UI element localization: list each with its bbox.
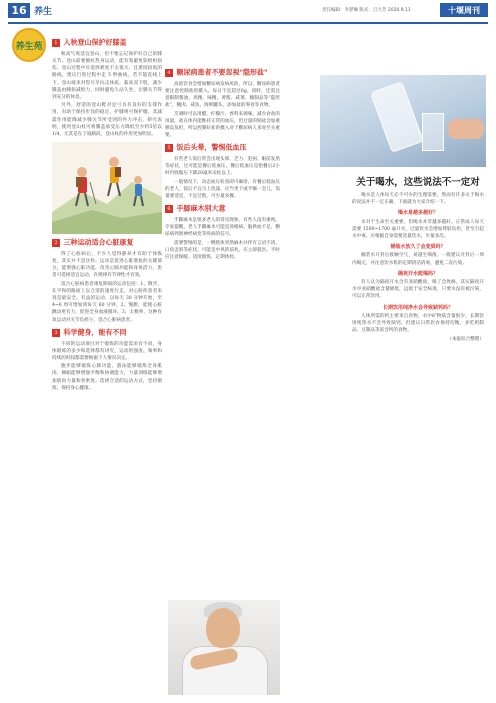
subheading: 桶装水放久了会变质吗？: [390, 244, 446, 251]
column-left: [52, 34, 162, 393]
article-title: 饭后头晕，警惕低血压: [176, 144, 247, 152]
elderly-man-photo: [168, 600, 280, 695]
article-title: 糖尿病患者不要忽视“隐形盐”: [176, 69, 268, 77]
paragraph: 手脚麻木是很多老人的常见现象，有些人没有重视。专家提醒，老人手脚麻木可能是颈椎病、脑供血不足、糖尿病周围神经病变等疾病的信号。: [165, 217, 280, 238]
page-header: [0, 0, 496, 20]
article-header: [52, 39, 162, 48]
section-badge: 养生苑: [12, 28, 46, 62]
subheading: 喝水是越多越好？: [397, 210, 438, 217]
subheading: 隔夜开水能喝吗？: [397, 270, 438, 277]
article-header: [52, 239, 162, 248]
paragraph: 一般情况下，动态血压检查即可确诊。有餐后低血压的老人，饭后不宜马上洗澡，应当坐下或平躺一会儿，饭量要适宜，不宜过饱，可少量多餐。: [165, 179, 280, 200]
paragraph: 有人认为隔夜开水含有亚硝酸盐，喝了会致癌。其实隔夜开水中亚硝酸盐含量极低，远低于安全标准，只要水没有被污染，可以正常饮用。: [352, 280, 484, 300]
paragraph: 水对于生命至关重要，但喝水并非越多越好。正常成人每天需要 1500~1700 毫升水，过量饮水会增加肾脏负担，甚至引起水中毒。应根据自身需要适量饮水，少量多次。: [352, 219, 484, 240]
head-shape: [206, 608, 240, 648]
source-note: （本报综合整理）: [447, 337, 484, 343]
article-title: 手脚麻木别大意: [176, 205, 226, 213]
article-header: [165, 69, 280, 78]
hand-image: [448, 119, 484, 139]
paragraph: 人体所需的钙主要来自食物，水中矿物质含量很少。长期饮用纯净水不会导致缺钙，但建议日常饮食保持均衡，多吃奶制品、豆制品等富含钙的食物。: [352, 313, 484, 334]
hikers-image: [52, 142, 162, 234]
paragraph: 烹调时可以用醋、柠檬汁、香料来调味，减少食盐的用量。盐在体内能维持正常的血压，但过量的钠盐会加重胰岛负担，所以控制好盐的摄入对于糖尿病人来说至关重要。: [165, 111, 280, 139]
section-title: 养生: [34, 7, 53, 17]
paragraph: 不同的运动项目对于锻炼的功能需求有不同，身体锻炼的多少和选择都有讲究，运动的强度、频率和持续的时间都需要根据个人情况决定。: [52, 341, 162, 361]
subheading: 长期饮用纯净水会导致缺钙吗？: [382, 304, 453, 311]
article-number: 5: [165, 144, 173, 152]
article-number: 4: [165, 69, 173, 77]
paragraph: 桶装水开封后接触空气，易滋生细菌。一般建议开封后一周内喝完，并注意饮水机的定期清洁消毒，避免二次污染。: [352, 253, 484, 266]
page-number: 16: [8, 3, 30, 18]
paragraph: 有些老人饭后常会出现头晕、乏力、犯困、眼前发黑等症状，这可能是餐后低血压。餐后低血压是指餐后2小时内收缩压下降20毫米汞柱以上。: [165, 157, 280, 177]
article-header: [165, 144, 280, 153]
article-number: 1: [52, 39, 60, 47]
editor-meta: 责任编辑：李梦琳 版式：吕大芳 2020.9.11: [322, 8, 411, 13]
paragraph: 需要警惕的是，一侧肢体突然麻木并伴有言语不清、口角歪斜等症状，可能是中风的前兆，应立即就医。平时应注意保暖、适度锻炼，定期体检。: [165, 240, 280, 260]
paragraph: 另外，舒适的登山鞋对足弓具有良好的支撑作用，有助于保持步伐的稳定。护膝则可保护膝，其减震作用能降减少膝关节所受到的外力冲击，研究表明，使用登山杖可将膝盖承受压力降低至少约5倍以1/4，尤其是在下坡路段，登山杖的作用更加明显。: [52, 103, 162, 137]
paragraph: 秋高气爽适宜登山，但不要忘记保护好自己的膝关节。登山前要做好热身运动，能有效避免软组织损伤。登山过程中应选择难度不太很大、且难度较低的路线，建议行进过程中走 5 秒曲线，若不能直线上下。登山坡来对您尽早抗击体质，临高双下肢，减少膝盖由膝损减组力，同时避免久站久坐，让膝关节得到充分的休息。: [52, 51, 162, 100]
feature-title: 关于喝水，这些说法不一定对: [356, 177, 480, 188]
header-rule: [8, 22, 488, 24]
article-header: [52, 329, 162, 338]
column-right: [352, 192, 484, 345]
article-title: 三种运动适合心脏康复: [63, 239, 134, 247]
article-number: 6: [165, 205, 173, 213]
hiking-illustration: [52, 142, 162, 234]
column-middle: [165, 64, 280, 262]
article-header: [165, 205, 280, 214]
article-number: 2: [52, 239, 60, 247]
article-number: 3: [52, 329, 60, 337]
article-title: 科学健身，能有不同: [63, 329, 127, 337]
paragraph: 高盐饮食会增加糖尿病发病风险，所以，糖尿病患者要注意控制盐的摄入。每日不宜超过6g，同时，还需注意限制酱油、鸡精、味精、黄酱、咸菜、腌制品等“隐形盐”，腌肉、咸鱼、海鲜罐头，添加盐的零食等食物。: [165, 81, 280, 109]
paragraph: 跑步能够锻炼心肺功能，游泳能够锻炼全身肌肉，舞蹈能够增强平衡和协调能力，力量训练能够增加肌肉力量和骨密度。选择合适的运动方式，坚持锻炼，保持身心健康。: [52, 364, 162, 391]
water-bottle-image: [370, 81, 424, 153]
paragraph: 适合心脏病患者康复期间的运动包括：1、散步，在平和的路面上以合适的速度行走，对心脏疾患者来说是最安全、有益的运动，以每天 30 分钟开始，至 4~6 周可增加到每天 60 分钟。2、慢跑，能使心脏跳动更有力，促进全身血液循环。3、太极拳，这种有氧运动对关节负担小，适合心脏病患者。: [52, 281, 162, 323]
water-glass-image: [422, 113, 444, 151]
publication-brand: 十堰周刊: [440, 3, 488, 17]
article-title: 入秋登山保护好膝盖: [63, 39, 127, 47]
paragraph: 喝水是人体每天必不可少的生理需要，然而有许多关于喝水的说法并不一定正确，下面就为大家介绍一下。: [352, 193, 484, 206]
water-pouring-photo: [320, 75, 486, 167]
paragraph: 得了心脏病后，不少人觉得静养才有助于体恢复，其实并不是这样。运动是促进心脏康复的关键部分，能增强心脏功能，改善心肺功能和身体活力，患者可选择适宜运动，有规律有节律性才有效。: [52, 251, 162, 279]
